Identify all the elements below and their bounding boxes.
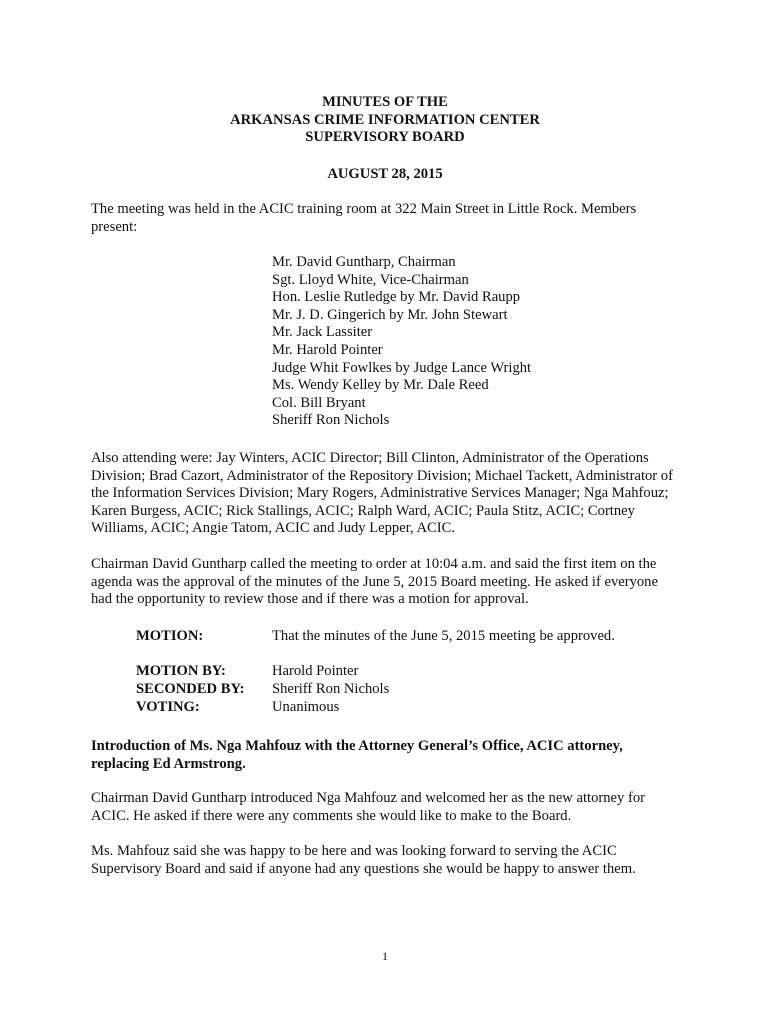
- member-item: Col. Bill Bryant: [272, 394, 366, 411]
- seconded-by-label: SECONDED BY:: [136, 681, 245, 697]
- document-title: [0, 94, 770, 147]
- title-line-1: MINUTES OF THE: [322, 94, 448, 110]
- mahfouz-paragraph: Ms. Mahfouz said she was happy to be here and was looking forward to serving the ACIC Supervisory Board and said if anyone had any questions she would be happy to answer them.: [91, 843, 636, 877]
- meeting-date: AUGUST 28, 2015: [327, 166, 443, 182]
- member-item: Mr. Harold Pointer: [272, 341, 383, 358]
- seconded-by-row: [136, 681, 696, 699]
- voting-value: Unanimous: [272, 699, 340, 715]
- motion-text: That the minutes of the June 5, 2015 meeting be approved.: [272, 628, 615, 644]
- motion-label: MOTION:: [136, 628, 204, 644]
- member-item: Sheriff Ron Nichols: [272, 412, 390, 429]
- call-to-order-paragraph: Chairman David Guntharp called the meeting to order at 10:04 a.m. and said the first item on the agenda was the approval of the minutes of the June 5, 2015 Board meeting. He asked if everyone had the opportunity to review those and if there was a motion for approval.: [91, 556, 658, 608]
- title-line-2: ARKANSAS CRIME INFORMATION CENTER: [230, 111, 540, 128]
- voting-label: VOTING:: [136, 699, 200, 715]
- motion-by-label: MOTION BY:: [136, 663, 226, 679]
- member-item: Sgt. Lloyd White, Vice-Chairman: [272, 271, 469, 288]
- title-line-3: SUPERVISORY BOARD: [305, 129, 465, 146]
- section-heading: Introduction of Ms. Nga Mahfouz with the Attorney General’s Office, ACIC attorney, replacing Ed Armstrong.: [91, 738, 623, 772]
- motion-row: [136, 628, 696, 646]
- also-attending-paragraph: Also attending were: Jay Winters, ACIC Director; Bill Clinton, Administrator of the Operations Division; Brad Cazort, Administrator of the Repository Division; Michael Tackett, Administrator of the Information Services Division; Mary Rogers, Administrative Services Manager; Nga Mahfouz; Karen Burgess, ACIC; Rick Stallings, ACIC; Ralph Ward, ACIC; Paula Stitz, ACIC; Cortney Williams, ACIC; Angie Tatom, ACIC and Judy Lepper, ACIC.: [91, 450, 673, 537]
- motion-by-row: [136, 663, 696, 681]
- member-item: Judge Whit Fowlkes by Judge Lance Wright: [272, 359, 532, 376]
- introduction-paragraph: Chairman David Guntharp introduced Nga Mahfouz and welcomed her as the new attorney for ACIC. He asked if there were any comments she would like to make to the Board.: [91, 790, 645, 824]
- motion-by-value: Harold Pointer: [272, 663, 359, 679]
- seconded-by-value: Sheriff Ron Nichols: [272, 681, 390, 697]
- member-item: Mr. J. D. Gingerich by Mr. John Stewart: [272, 306, 508, 323]
- voting-row: [136, 699, 696, 717]
- members-present-list: [272, 254, 531, 430]
- member-item: Hon. Leslie Rutledge by Mr. David Raupp: [272, 289, 521, 306]
- member-item: Mr. Jack Lassiter: [272, 324, 373, 341]
- member-item: Mr. David Guntharp, Chairman: [272, 254, 456, 270]
- intro-paragraph: The meeting was held in the ACIC training room at 322 Main Street in Little Rock. Members present:: [91, 201, 637, 235]
- member-item: Ms. Wendy Kelley by Mr. Dale Reed: [272, 377, 489, 394]
- page-number: 1: [382, 949, 388, 963]
